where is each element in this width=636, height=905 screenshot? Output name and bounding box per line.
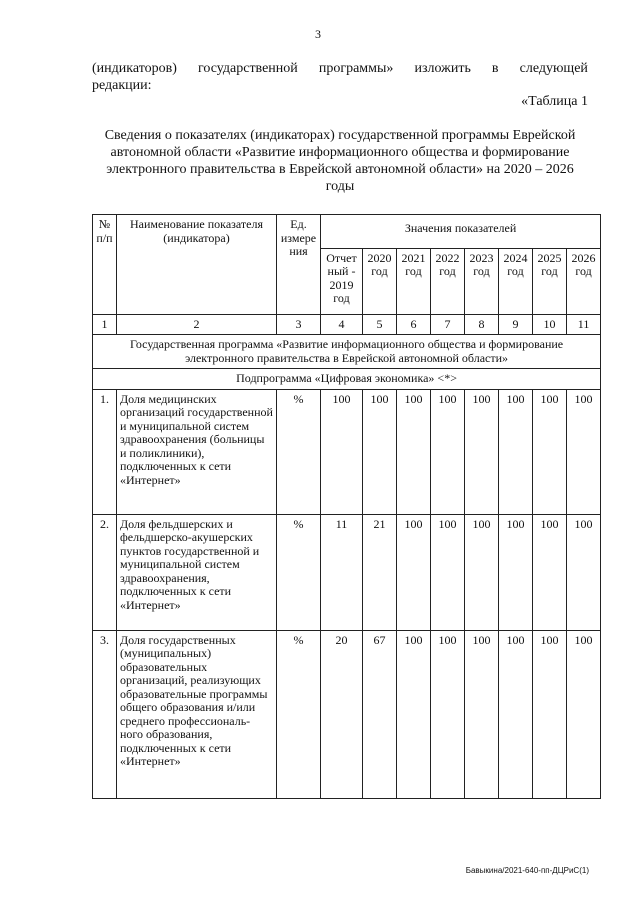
intro-word: следующей: [519, 61, 588, 76]
row-value: 100: [499, 389, 533, 514]
row-value: 100: [465, 630, 499, 798]
header-year: 2021 год: [397, 248, 431, 314]
row-num: 2.: [93, 514, 117, 630]
column-number: 5: [363, 314, 397, 335]
row-indicator-name: Доля фельдшерских и фельдшерско-акушерских пунктов государственной и муниципальной систем здравоохранения, подключенных к сети «Интернет»: [117, 514, 277, 630]
column-number: 4: [321, 314, 363, 335]
row-value: 11: [321, 514, 363, 630]
intro-word: (индикаторов): [92, 61, 177, 76]
row-unit: %: [277, 630, 321, 798]
header-row-1: [93, 215, 601, 249]
row-value: 100: [397, 630, 431, 798]
row-value: 100: [499, 514, 533, 630]
row-value: 100: [533, 630, 567, 798]
row-value: 100: [431, 630, 465, 798]
row-value: 100: [431, 514, 465, 630]
program-title-row: [93, 335, 601, 369]
header-unit: Ед. измере ния: [277, 215, 321, 315]
table-label: «Таблица 1: [521, 94, 588, 109]
column-number: 9: [499, 314, 533, 335]
intro-paragraph: [92, 60, 588, 94]
subprogram-title: Подпрограмма «Цифровая экономика» <*>: [93, 369, 601, 390]
row-value: 100: [397, 514, 431, 630]
column-number: 10: [533, 314, 567, 335]
table-row: [93, 514, 601, 630]
row-value: 100: [321, 389, 363, 514]
row-value: 100: [465, 389, 499, 514]
row-num: 1.: [93, 389, 117, 514]
header-year: 2025 год: [533, 248, 567, 314]
row-value: 21: [363, 514, 397, 630]
row-unit: %: [277, 514, 321, 630]
row-indicator-name: Доля государственных (муниципальных) образовательных организаций, реализующих образовательные программы общего образования и/или среднего профессиональ-ного образования, подключенных к сети «Интернет»: [117, 630, 277, 798]
header-year: 2023 год: [465, 248, 499, 314]
header-year: Отчет ный - 2019 год: [321, 248, 363, 314]
document-footer-id: Бавыкина/2021-640-пп-ДЦРиС(1): [465, 866, 589, 875]
intro-word: изложить: [414, 61, 471, 76]
header-year: 2024 год: [499, 248, 533, 314]
row-num: 3.: [93, 630, 117, 798]
table-caption: Сведения о показателях (индикаторах) государственной программы Еврейской автономной области «Развитие информационного общества и формирование электронного правительства в Еврейской автономной области» на 2020 – 2026 годы: [104, 128, 576, 194]
row-value: 100: [533, 389, 567, 514]
row-value: 20: [321, 630, 363, 798]
subprogram-title-row: [93, 369, 601, 390]
program-title: Государственная программа «Развитие информационного общества и формирование электронного правительства в Еврейской автономной области»: [93, 335, 601, 369]
header-year: 2022 год: [431, 248, 465, 314]
table-row: [93, 630, 601, 798]
column-number: 7: [431, 314, 465, 335]
row-unit: %: [277, 389, 321, 514]
row-indicator-name: Доля медицинских организаций государственной и муниципальной систем здравоохранения (больницы и поликлиники), подключенных к сети «Интернет»: [117, 389, 277, 514]
row-value: 100: [499, 630, 533, 798]
column-number: 6: [397, 314, 431, 335]
intro-word: программы»: [318, 61, 394, 76]
column-number: 11: [567, 314, 601, 335]
row-value: 67: [363, 630, 397, 798]
column-number-row: [93, 314, 601, 335]
page-number: 3: [315, 27, 321, 41]
row-value: 100: [397, 389, 431, 514]
column-number: 8: [465, 314, 499, 335]
header-year: 2026 год: [567, 248, 601, 314]
header-num: № п/п: [93, 215, 117, 315]
table-row: [93, 389, 601, 514]
row-value: 100: [567, 514, 601, 630]
row-value: 100: [363, 389, 397, 514]
column-number: 1: [93, 314, 117, 335]
row-value: 100: [533, 514, 567, 630]
header-values-group: Значения показателей: [321, 215, 601, 249]
row-value: 100: [567, 630, 601, 798]
intro-word: в: [491, 61, 499, 76]
column-number: 3: [277, 314, 321, 335]
column-number: 2: [117, 314, 277, 335]
row-value: 100: [465, 514, 499, 630]
indicators-table: [92, 214, 601, 799]
intro-word: государственной: [198, 61, 298, 76]
intro-line-1: [92, 60, 588, 77]
row-value: 100: [431, 389, 465, 514]
intro-line-2: редакции:: [92, 78, 152, 93]
row-value: 100: [567, 389, 601, 514]
header-year: 2020 год: [363, 248, 397, 314]
header-name: Наименование показателя (индикатора): [117, 215, 277, 315]
